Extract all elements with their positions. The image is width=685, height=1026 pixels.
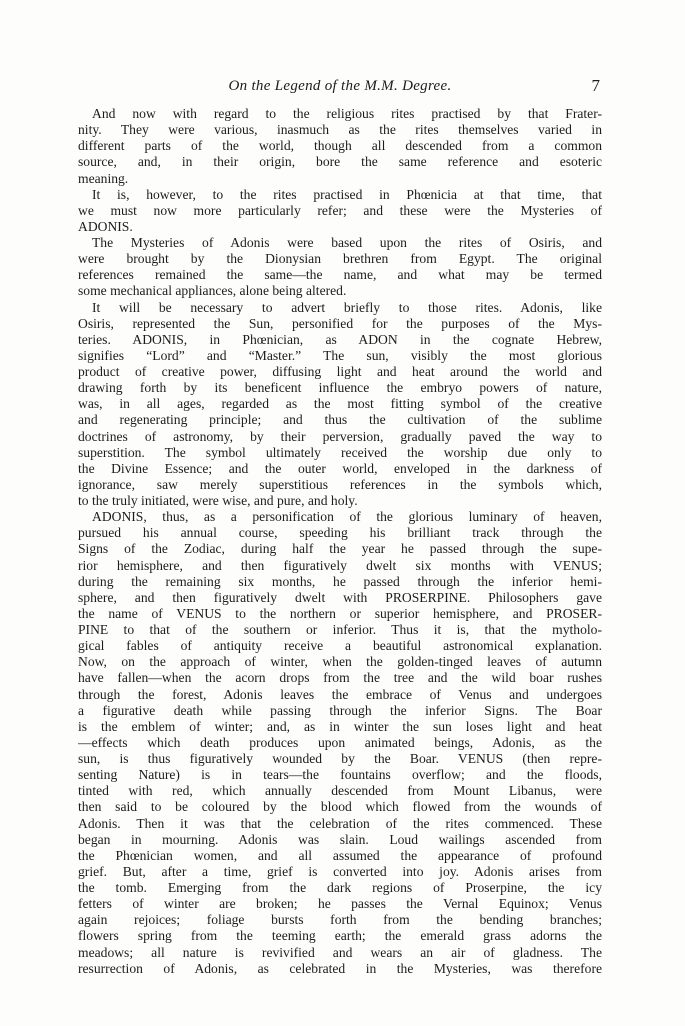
text-line: references remained the same—the name, and what may be termed [78, 267, 602, 283]
text-line: It is, however, to the rites practised in Phœnicia at that time, that [92, 186, 602, 202]
text-line: to the truly initiated, were wise, and pure, and holy. [78, 493, 358, 508]
running-head [80, 78, 600, 100]
text-line: flowers spring from the teeming earth; the emerald grass adorns the [78, 928, 602, 944]
text-line: Signs of the Zodiac, during half the year he passed through the supe- [78, 541, 602, 557]
text-line: ADONIS, thus, as a personification of the glorious luminary of heaven, [92, 509, 602, 525]
text-line: then said to be coloured by the blood which flowed from the wounds of [78, 799, 602, 815]
text-line: It will be necessary to advert briefly to those rites. Adonis, like [92, 299, 602, 315]
page-number: 7 [591, 76, 600, 95]
text-line: ignorance, saw merely superstitious references in the symbols which, [78, 476, 602, 492]
text-line: teries. ADONIS, in Phœnician, as ADON in the cognate Hebrew, [78, 331, 602, 347]
text-line: Now, on the approach of winter, when the golden-tinged leaves of autumn [78, 654, 602, 670]
text-line: sphere, and then figuratively dwelt with PROSERPINE. Philosophers gave [78, 589, 602, 605]
text-line: through the forest, Adonis leaves the embrace of Venus and undergoes [78, 686, 602, 702]
text-line: meadows; all nature is revivified and wears an air of gladness. The [78, 944, 602, 960]
text-line: the Phœnician women, and all assumed the appearance of profound [78, 847, 602, 863]
text-line: superstition. The symbol ultimately received the worship due only to [78, 444, 602, 460]
text-line: gical fables of antiquity receive a beautiful astronomical explanation. [78, 638, 602, 654]
text-line: PINE to that of the southern or inferior. Thus it is, that the mytholo- [78, 622, 602, 637]
text-line: source, and, in their origin, bore the same reference and esoteric [78, 154, 602, 170]
text-line: meaning. [78, 170, 129, 186]
text-line: were brought by the Dionysian brethren from Egypt. The original [78, 251, 602, 267]
text-line: and regenerating principle; and thus the cultivation of the sublime [78, 412, 602, 428]
body-text [78, 106, 602, 977]
text-line: we must now more particularly refer; and these were the Mysteries of [78, 202, 602, 218]
text-line: is the emblem of winter; and, as in winter the sun loses light and heat [78, 718, 602, 734]
text-line: senting Nature) is in tears—the fountains overflow; and the floods, [78, 767, 602, 783]
text-line: signifies “Lord” and “Master.” The sun, visibly the most glorious [78, 347, 602, 363]
text-line: nity. They were various, inasmuch as the rites themselves varied in [78, 122, 602, 138]
running-title: On the Legend of the M.M. Degree. [228, 78, 452, 94]
text-line: tinted with red, which annually descended from Mount Libanus, were [78, 783, 602, 799]
text-line: ADONIS. [78, 218, 133, 234]
text-line: resurrection of Adonis, as celebrated in the Mysteries, was therefore [78, 960, 602, 976]
text-line: fetters of winter are broken; he passes the Vernal Equinox; Venus [78, 896, 602, 912]
text-line: pursued his annual course, speeding his brilliant track through the [78, 525, 602, 541]
text-line: during the remaining six months, he passed through the inferior hemi- [78, 573, 602, 589]
text-line: different parts of the world, though all descended from a common [78, 138, 602, 154]
text-line: was, in all ages, regarded as the most fitting symbol of the creative [78, 396, 602, 412]
text-line: sun, is thus figuratively wounded by the Boar. VENUS (then repre- [78, 751, 602, 766]
text-line: product of creative power, diffusing light and heat around the world and [78, 364, 602, 379]
text-line: again rejoices; foliage bursts forth from the bending branches; [78, 912, 602, 928]
text-line: the tomb. Emerging from the dark regions of Proserpine, the icy [78, 880, 602, 895]
text-line: drawing forth by its beneficent influence the embryo powers of nature, [78, 380, 602, 396]
text-line: began in mourning. Adonis was slain. Loud wailings ascended from [78, 831, 602, 847]
text-line: have fallen—when the acorn drops from the tree and the wild boar rushes [78, 670, 602, 686]
text-line: And now with regard to the religious rites practised by that Frater- [92, 106, 602, 121]
text-line: —effects which death produces upon animated beings, Adonis, as the [78, 734, 602, 750]
text-line: Adonis. Then it was that the celebration of the rites commenced. These [78, 815, 602, 831]
text-line: the name of VENUS to the northern or superior hemisphere, and PROSER- [78, 605, 602, 621]
text-line: some mechanical appliances, alone being altered. [78, 283, 347, 299]
text-line: doctrines of astronomy, by their perversion, gradually paved the way to [78, 428, 602, 444]
text-line: Osiris, represented the Sun, personified for the purposes of the Mys- [78, 315, 602, 331]
text-line: a figurative death while passing through the inferior Signs. The Boar [78, 702, 602, 718]
text-line: The Mysteries of Adonis were based upon the rites of Osiris, and [92, 235, 602, 250]
text-line: grief. But, after a time, grief is converted into joy. Adonis arises from [78, 863, 602, 879]
text-line: rior hemisphere, and then figuratively dwelt six months with VENUS; [78, 557, 602, 573]
text-line: the Divine Essence; and the outer world, enveloped in the darkness of [78, 460, 602, 476]
